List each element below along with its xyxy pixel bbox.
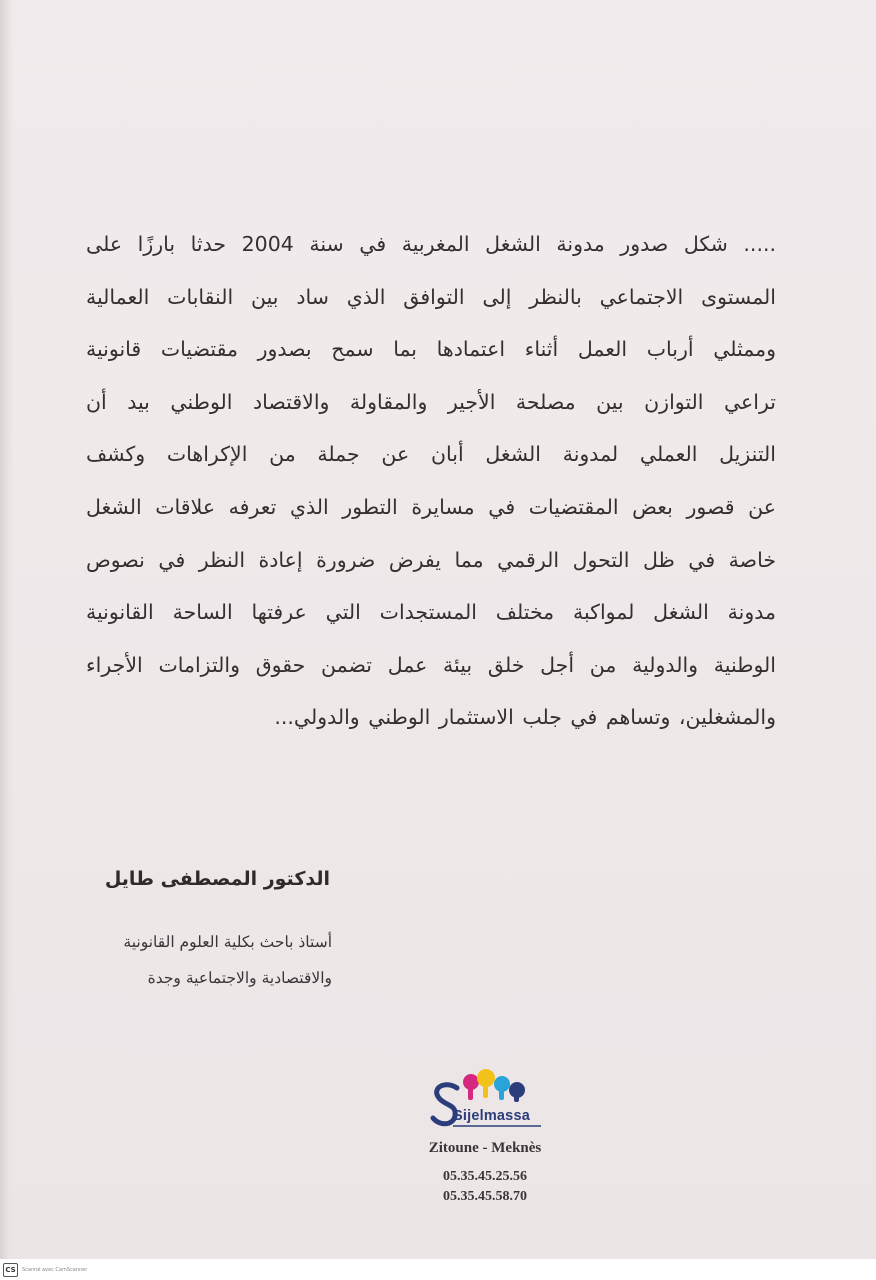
blurb-line: عن قصور بعض المقتضيات في مسايرة التطور الذي تعرفه علاقات الشغل <box>86 494 776 519</box>
affiliation-line-1: أستاذ باحث بكلية العلوم القانونية <box>123 933 332 951</box>
publisher-block <box>410 1066 560 1207</box>
scanner-label: Scanné avec CamScanner <box>22 1267 88 1273</box>
blurb-line: الوطنية والدولية من أجل خلق بيئة عمل تضمن حقوق والتزامات الأجراء <box>86 652 776 677</box>
publisher-phone-1: 05.35.45.25.56 <box>443 1169 527 1184</box>
blurb-text <box>86 218 776 744</box>
cover-fold-shadow <box>0 0 14 1259</box>
blurb-line: والمشغلين، وتساهم في جلب الاستثمار الوطني والدولي... <box>274 705 776 730</box>
affiliation-line-2: والاقتصادية والاجتماعية وجدة <box>147 969 332 987</box>
blurb-line: مدونة الشغل لمواكبة مختلف المستجدات التي عرفتها الساحة القانونية <box>86 600 776 625</box>
scanner-watermark <box>3 1263 87 1277</box>
publisher-phone-2: 05.35.45.58.70 <box>443 1189 527 1204</box>
author-name: الدكتور المصطفى طايل <box>104 868 330 890</box>
blurb-line: ..... شكل صدور مدونة الشغل المغربية في سنة 2004 حدثا بارزًا على <box>86 232 776 256</box>
author-affiliation <box>96 924 332 996</box>
blurb-line: خاصة في ظل التحول الرقمي مما يفرض ضرورة إعادة النظر في نصوص <box>86 547 776 572</box>
blurb-line: تراعي التوازن بين مصلحة الأجير والمقاولة والاقتصاد الوطني بيد أن <box>86 389 776 414</box>
publisher-logo <box>423 1066 547 1134</box>
blurb-line: وممثلي أرباب العمل أثناء اعتمادها بما سمح بصدور مقتضيات قانونية <box>86 337 776 362</box>
publisher-phones <box>410 1167 560 1207</box>
camscanner-icon: CS <box>3 1263 18 1277</box>
blurb-line: التنزيل العملي لمدونة الشغل أبان عن جملة من الإكراهات وكشف <box>86 442 776 467</box>
publisher-name: Sijelmassa <box>453 1108 530 1124</box>
blurb-line: المستوى الاجتماعي بالنظر إلى التوافق الذي ساد بين النقابات العمالية <box>86 284 776 309</box>
publisher-city: Zitoune - Meknès <box>428 1140 542 1156</box>
